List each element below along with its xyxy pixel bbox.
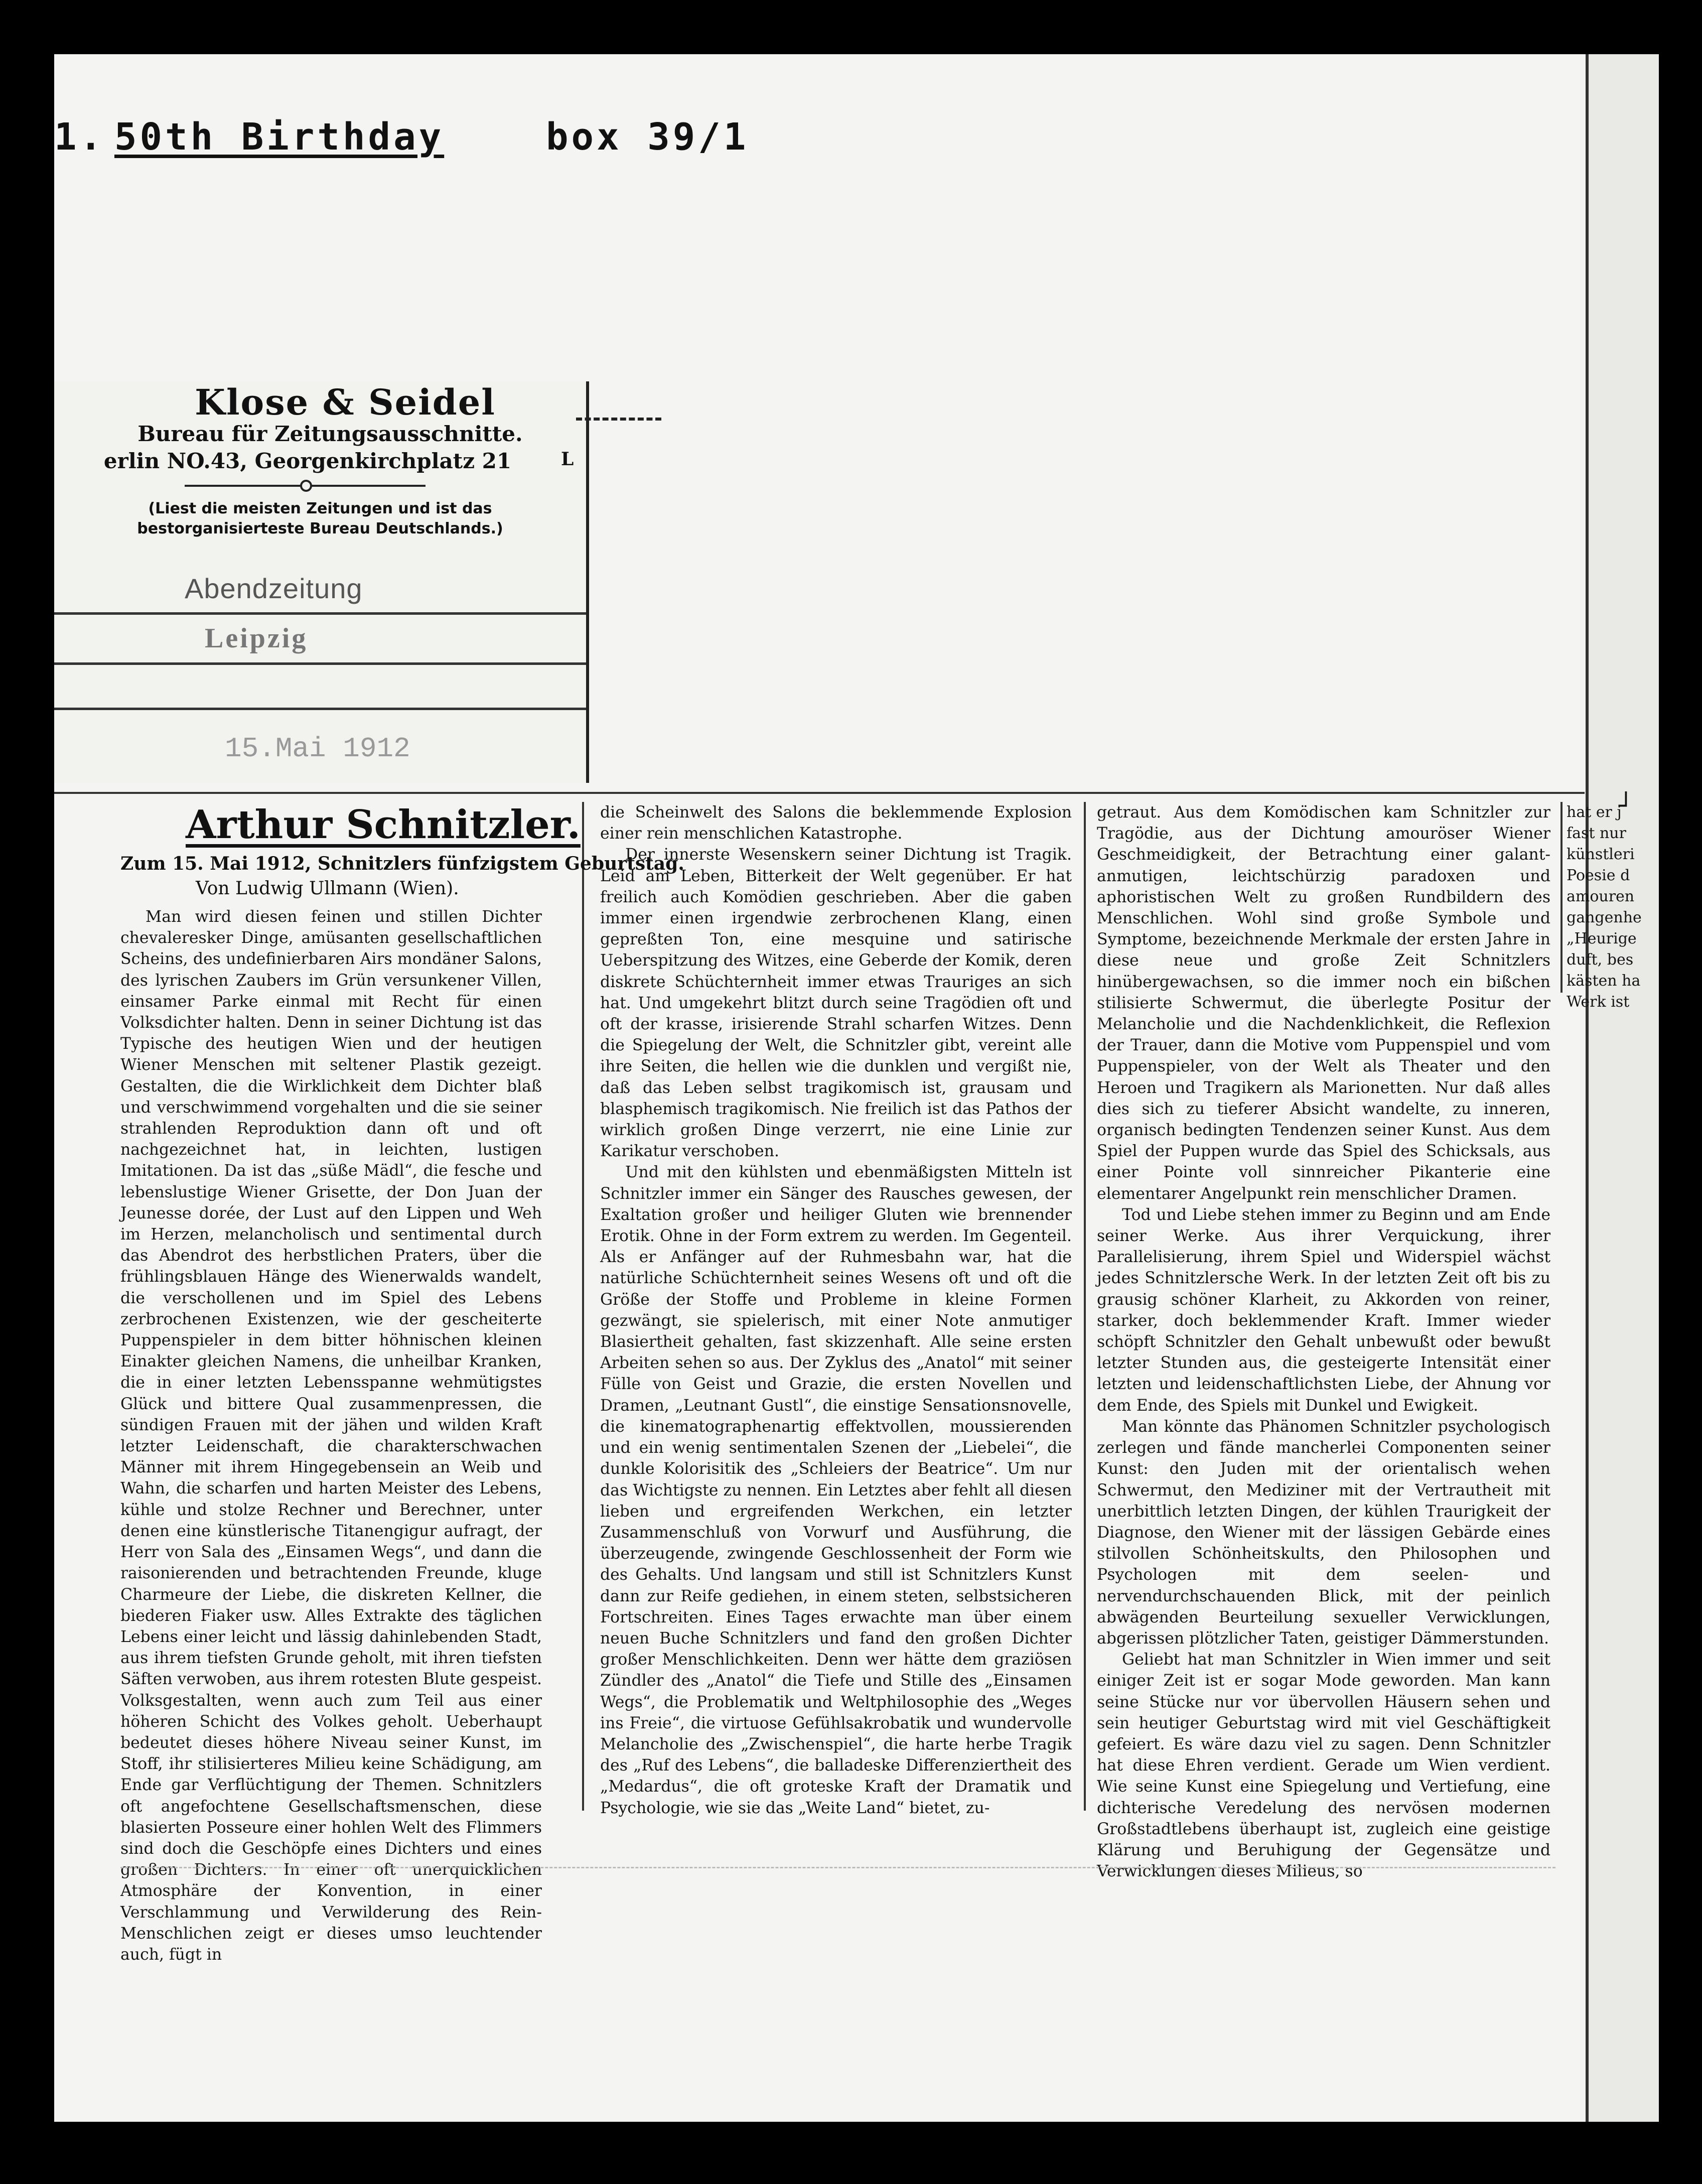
bureau-note-2: bestorganisierteste Bureau Deutschlands.) [137,520,503,537]
fragment-line: kästen ha [1567,972,1641,990]
fragment-line: duft, bes [1567,951,1634,969]
column-paragraph: Geliebt hat man Schnitzler in Wien immer und seit einiger Zeit ist er sogar Mode geworden. Man kann seine Stücke nur vor übervollen Häusern sehen und sein heutiger Geburtstag wird mit viel Geschäftigkeit gefeiert. Es wäre dazu viel zu sagen. Denn Schnitzler hat diese Ehren verdient. Gerade um Wien verdient. Wie seine Kunst eine Spiegelung und Vertiefung, eine dichterische Veredelung des nervösen modernen Großstadtlebens überhaupt ist, zugleich eine geistige Klärung und Beruhigung der Gegensätze und Verwicklungen dieses Milieus, so [1097,1651,1550,1881]
newspaper-city: Leipzig [205,623,308,654]
right-margin-strip [1586,54,1659,2122]
clipping-bureau-stamp [54,381,589,783]
column-rule [1084,802,1086,1811]
article-column-2 [600,802,1072,1861]
article-subtitle: Zum 15. Mai 1912, Schnitzlers fünfzigstem Geburtstag. [120,853,684,874]
fragment-line: amouren [1567,888,1635,905]
stamp-separator [185,485,426,487]
bureau-name: Klose & Seidel [195,381,496,423]
column-text: Man wird diesen feinen und stillen Dichter chevaleresker Dinge, amüsanten gesellschaftlichen Scheins, des undefinierbaren Airs mondäner Salons, des lyrischen Zaubers im Grün versunkener Villen, einsamer Parke einmal mit Recht für einen Volksdichter halten. Denn in seiner Dichtung ist das Typische des heutigen Wien und der heutigen Wiener Menschen mit seltener Plastik gezeigt. Gestalten, die die Wirklichkeit dem Dichter blaß und verschwimmend vorgehalten und die sie seiner strahlenden Reproduktion dann oft und oft nachgezeichnet hat, in leichten, lustigen Imitationen. Da ist das „süße Mädl“, die fesche und lebenslustige Wiener Grisette, der Don Juan der Jeunesse dorée, der Lust auf den Lippen und Weh im Herzen, melancholisch und sentimental durch das Abendrot des herbstlichen Praters, über die frühlingsblauen Hänge des Wienerwalds wandelt, die verschollenen und im Spiel des Lebens zerbrochenen Existenzen, wie der gescheiterte Puppenspieler in dem bitter höhnischen kleinen Einakter gleichen Namens, die unheilbar Kranken, die in einer letzten Lebensspanne wehmütigstes Glück und bittere Qual zusammenpressen, die sündigen Frauen mit der jähen und wilden Kraft letzter Leidenschaft, die charakterschwachen Männer mit ihrem Hingegebensein an Weib und Wahn, die scharfen und harten Meister des Lebens, kühle und stolze Rechner und Berechner, unter denen eine künstlerische Titanengigur aufragt, der Herr von Sala des „Einsamen Wegs“, und dann die raisonierenden und betrachtenden Freunde, kluge Charmeure der Liebe, die diskreten Kellner, die biederen Fiaker usw. Alles Extrakte des täglichen Lebens einer leicht und lässig dahinlebenden Stadt, aus ihrem tiefsten Grunde geholt, mit ihren tiefsten Säften verwoben, aus ihrem rotesten Blute gespeist. Volksgestalten, wenn auch zum Teil aus einer höheren Schicht des Volkes geholt. Ueberhaupt bedeutet dieses höhere Niveau seiner Kunst, im Stoff, ihr stilisierteres Milieu keine Schädigung, am Ende gar Verflüchtigung der Themen. Schnitzlers oft angefochtene Gesellschaftsmenschen, diese blasierten Posseure einer hohlen Welt des Flimmers sind doch die Geschöpfe eines Dichters und eines großen Dichters. In einer oft unerquicklichen Atmosphäre der Konvention, in einer Verschlammung und Verwilderung des Rein-Menschlichen zeigt er dieses umso leuchtender auch, fügt in [120,908,542,1964]
fragment-line: künstleri [1567,846,1635,863]
fragment-line: gangenhe [1567,909,1642,926]
column-paragraph: die Scheinwelt des Salons die beklemmende Explosion einer rein menschlichen Katastrophe. [600,803,1072,843]
fragment-line: Werk ist [1567,993,1630,1011]
column-paragraph: Und mit den kühlsten und ebenmäßigsten Mitteln ist Schnitzler immer ein Sänger des Rausches gewesen, der Exaltation großer und heiliger Gluten wie brennender Erotik. Ohne in der Form extrem zu werden. Im Gegenteil. Als er Anfänger auf der Ruhmesbahn war, hat die natürliche Schüchternheit seines Wesens oft und oft die Größe der Stoffe und Probleme in kleine Formen gezwängt, sie spielerisch, mit einer Note anmutiger Blasiertheit gehalten, fast skizzenhaft. Alle seine ersten Arbeiten sehen so aus. Der Zyklus des „Anatol“ mit seiner Fülle von Geist und Grazie, die ersten Novellen und Dramen, „Leutnant Gustl“, die einstige Sensationsnovelle, die kinematographenartig effektvollen, moussierenden und ein wenig sentimentalen Szenen der „Liebelei“, die dunkle Kolorisitik des „Schleiers der Beatrice“. Um nur das Wichtigste zu nennen. Ein Letztes aber fehlt all diesen lieben und ergreifenden Werkchen, ein letzter Zusammenschluß von Vorwurf und Ausführung, die überzeugende, zwingende Geschlossenheit der Form wie des Gehalts. Und langsam und still ist Schnitzlers Kunst dann zur Reife gediehen, in einem steten, selbstsicheren Fortschreiten. Eines Tages erwachte man über einem neuen Buche Schnitzlers und fand den großen Dichter großer Menschlichkeiten. Denn wer hätte dem graziösen Zündler des „Anatol“ die Tiefe und Stille des „Einsamen Wegs“, die Problematik und Weltphilosophie des „Weges ins Freie“, die virtuose Gefühlsakrobatik und wundervolle Melancholie des „Zwischenspiel“, die harte herbe Tragik des „Ruf des Lebens“, die balladeske Differenziertheit des „Medardus“, die oft groteske Kraft der Dramatik und Psychologie, wie sie das „Weite Land“ bietet, zu- [600,1163,1072,1817]
column-rule [1561,802,1563,993]
article-column-1 [120,906,542,1964]
folder-label: 50th Birthday [114,115,445,159]
column-paragraph: Man könnte das Phänomen Schnitzler psychologisch zerlegen und fände mancherlei Componenten seiner Kunst: den Juden mit der orientalisch wehen Schwermut, den Mediziner mit der Vertrautheit mit unerbittlich letzten Dingen, der kühlen Traurigkeit der Diagnose, den Wiener mit der lässigen Gebärde eines stilvollen Schönheitskults, den Philosophen und Psychologen mit dem seelen- und nervendurchschauenden Blick, mit der peinlich abwägenden Beurteilung sexueller Verwicklungen, abgerissen plötzlicher Taten, geistiger Dämmerstunden. [1097,1417,1550,1648]
stamp-rule [54,612,586,615]
article-top-rule [54,792,1585,794]
column-paragraph: Der innerste Wesenskern seiner Dichtung ist Tragik. Leid am Leben, Bitterkeit der Welt gegenüber. Er hat freilich auch Komödien geschrieben. Aber die gaben immer einen irgendwie zerbrochenen Klang, einen gepreßten Ton, eine mesquine und satirische Ueberspitzung des Witzes, eine Geberde der Komik, deren diskrete Schüchternheit immer etwas Trauriges an sich hat. Und umgekehrt blitzt durch seine Tragödien oft und oft der krasse, irisierende Strahl scharfen Witzes. Denn die Spiegelung der Welt, die Schnitzler gibt, vereint alle ihre Seiten, die hellen wie die dunklen und vergißt nie, daß das Leben selbst tragikomisch ist, grausam und blasphemisch tragikomisch. Nie freilich ist das Pathos der wirklich großen Dinge verzerrt, nie eine Linie zur Karikatur verschoben. [600,846,1072,1161]
corner-mark: ┘ [1619,792,1633,820]
separator-dot [300,480,312,492]
fragment-line: Poesie d [1567,867,1630,884]
newspaper-name: Abendzeitung [185,573,363,604]
article-author: Von Ludwig Ullmann (Wien). [196,878,459,899]
bureau-note-1: (Liest die meisten Zeitungen und ist das [148,500,492,517]
article-column-3 [1097,802,1550,1881]
article-column-4-fragment [1567,802,1642,1011]
fragment-line: hat er j [1567,803,1622,821]
article-title: Arthur Schnitzler. [186,802,581,848]
clipping-date: 15.Mai 1912 [225,733,410,765]
bureau-address-tail: L [561,449,574,470]
column-paragraph: getraut. Aus dem Komödischen kam Schnitzler zur Tragödie, aus der Dichtung amouröser Wiener Geschmeidigkeit, der Betrachtung einer galant-anmutigen, leichtschürzig paradoxen und aphoristischen Welt zu großen Rundbildern des Menschlichen. Wohl sind große Symbole und Symptome, bezeichnende Merkmale der ersten Jahre in diese neue und große Zeit Schnitzlers hinübergewachsen, so die immer noch ein bißchen stilisierte Schwermut, die überlegte Positur der Melancholie und die Nachdenklichkeit, die Reflexion der Trauer, dann die Motive vom Puppenspiel und vom Puppenspieler, von der Welt als Theater und den Heroen und Tragikern als Marionetten. Nur daß alles dies sich zu tieferer Absicht wandelte, zu inneren, organisch bedingten Tendenzen seiner Kunst. Aus dem Spiel der Puppen wurde das Spiel des Schicksals, aus einer Pointe voll sinnreicher Pikanterie eine elementarer Angelpunkt rein menschlicher Dramen. [1097,803,1550,1203]
box-label: box 39/1 [546,115,749,159]
column-rule [582,802,584,1811]
fragment-line: fast nur [1567,825,1626,842]
archive-header [54,115,1565,166]
header-lead: 1. [54,115,105,159]
faint-bottom-text [120,1867,1555,1888]
stamp-rule [54,662,586,665]
fragment-line: „Heurige [1567,930,1637,947]
bureau-line1: Bureau für Zeitungsausschnitte. [137,422,523,446]
column-paragraph: Tod und Liebe stehen immer zu Beginn und am Ende seiner Werke. Aus ihrer Verquickung, ihrer Parallelisierung, ihrem Spiel und Widerspiel wächst jedes Schnitzlersche Werk. In der letzten Zeit oft bis zu grausig schöner Klarheit, zu Akkorden von reiner, starker, doch beklemmender Kraft. Immer wieder schöpft Schnitzler den Gehalt unbewußt oder bewußt letzter Stunden aus, die gesteigerte Intensität einer letzten und leidenschaftlichsten Liebe, der Ahnung vor dem Ende, des Spiels mit Dunkel und Ewigkeit. [1097,1205,1550,1415]
bureau-address: erlin NO.43, Georgenkirchplatz 21 [103,449,512,473]
stamp-rule [54,708,586,710]
stamp-dash [576,418,661,425]
